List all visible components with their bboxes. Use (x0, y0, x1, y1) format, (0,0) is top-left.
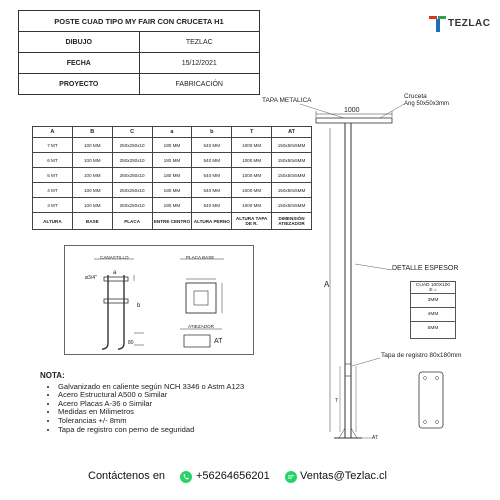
table-cell: 150x50x5MM (272, 138, 312, 153)
footer-cell: ALTURA TAPA DE R. (232, 213, 272, 230)
table-cell: 180 MM (152, 183, 192, 198)
dim-at-small-label: AT (214, 338, 223, 345)
detalle-espesor-label: DETALLE ESPESOR (392, 265, 459, 272)
table-cell: 150x50x5MM (272, 168, 312, 183)
dim-t-label: T (335, 398, 339, 404)
table-cell: 540 MM (192, 183, 232, 198)
tapa-metalica-label: TAPA METALICA (262, 97, 312, 104)
col-header: B (72, 127, 112, 138)
dim-at-label: AT (372, 435, 379, 441)
dim-b-small-label: b (137, 303, 141, 309)
col-header: AT (272, 127, 312, 138)
chat-icon (284, 470, 298, 484)
cuad-row: 4MM (411, 307, 455, 321)
table-cell: 540 MM (192, 168, 232, 183)
drawing-title: POSTE CUAD TIPO MY FAIR CON CRUCETA H1 (19, 11, 260, 32)
table-cell: 7 MT (33, 138, 73, 153)
table-cell: 1000 MM (232, 153, 272, 168)
dim-phi-label: ø3/4" (85, 275, 97, 281)
header-value-dibujo: TEZLAC (139, 32, 260, 53)
contact-phone[interactable]: +56264656201 (196, 470, 270, 482)
table-cell: 540 MM (192, 138, 232, 153)
table-cell: 100 MM (72, 183, 112, 198)
header-label-dibujo: DIBUJO (19, 32, 140, 53)
footer-cell: ENTRE CENTRO (152, 213, 192, 230)
header-value-fecha: 15/12/2021 (139, 53, 260, 74)
table-cell: 3 MT (33, 198, 73, 213)
col-header: C (112, 127, 152, 138)
footer-cell: ALTURA (33, 213, 73, 230)
placa-base-label: PLACA BASE (186, 255, 215, 260)
cuad-title: CUAD 100X100 (415, 283, 451, 288)
col-header: b (192, 127, 232, 138)
width-1000-label: 1000 (344, 107, 360, 114)
table-cell: 150x50x5MM (272, 198, 312, 213)
table-cell: 1000 MM (232, 183, 272, 198)
note-item: • Tolerancias +/- 8mm (58, 417, 244, 426)
table-cell: 100 MM (72, 198, 112, 213)
dim-a-small-label: a (113, 270, 117, 276)
cruceta-label: Cruceta (404, 93, 427, 100)
table-cell: 250x250x10 (112, 168, 152, 183)
table-cell: 540 MM (192, 153, 232, 168)
tapa-registro-label: Tapa de registro 80x180mm (381, 352, 462, 359)
dim-80-label: 80 (128, 340, 134, 346)
note-item: • Tapa de registro con perno de seguridad (58, 426, 244, 435)
table-cell: 180 MM (152, 198, 192, 213)
table-cell: 250x250x10 (112, 183, 152, 198)
contact-label: Contáctenos en (88, 470, 166, 482)
footer-cell: DIMENSIÓN ATIEZADOR (272, 213, 312, 230)
cuad-row: 5MM (411, 321, 455, 335)
table-cell: 6 MT (33, 153, 73, 168)
col-header: A (33, 127, 73, 138)
note-item: • Medidas en Milimetros (58, 408, 244, 417)
cuad-row: 3MM (411, 293, 455, 307)
canastillo-label: CANASTILLO (100, 255, 129, 260)
table-cell: 250x250x10 (112, 138, 152, 153)
table-cell: 4 MT (33, 183, 73, 198)
header-label-proyecto: PROYECTO (19, 74, 140, 95)
table-cell: 100 MM (72, 138, 112, 153)
contact-email[interactable]: Ventas@Tezlac.cl (300, 470, 387, 482)
table-cell: 250x250x10 (112, 153, 152, 168)
table-cell: 1000 MM (232, 138, 272, 153)
table-cell: 180 MM (152, 138, 192, 153)
header-value-proyecto: FABRICACIÓN (139, 74, 260, 95)
note-item: • Galvanizado en caliente según NCH 3346 o Astm A123 (58, 383, 244, 392)
table-cell: 250x250x10 (112, 198, 152, 213)
notes-list (44, 383, 244, 435)
header-label-fecha: FECHA (19, 53, 140, 74)
table-cell: 100 MM (72, 153, 112, 168)
logo-text: TEZLAC (448, 18, 491, 29)
table-cell: 180 MM (152, 168, 192, 183)
dim-a-label: A (324, 280, 330, 289)
col-header: a (152, 127, 192, 138)
cruceta-size-label: Ang 50x50x3mm (404, 101, 450, 107)
table-cell: 540 MM (192, 198, 232, 213)
table-cell: 1000 MM (232, 198, 272, 213)
notes-title: NOTA: (40, 371, 65, 380)
whatsapp-icon (179, 470, 193, 484)
table-cell: 100 MM (72, 168, 112, 183)
cuad-table (410, 281, 456, 339)
table-cell: 150x50x5MM (272, 153, 312, 168)
footer-cell: ALTURA PERNO (192, 213, 232, 230)
table-cell: 150x50x5MM (272, 183, 312, 198)
table-cell: 1000 MM (232, 168, 272, 183)
table-cell: 5 MT (33, 168, 73, 183)
table-cell: 180 MM (152, 153, 192, 168)
atiezador-label: ATIEZADOR (188, 324, 214, 329)
note-item: • Acero Placas A-36 o Similar (58, 400, 244, 409)
col-header: T (232, 127, 272, 138)
footer-cell: BASE (72, 213, 112, 230)
notes-section (40, 372, 244, 434)
footer-cell: PLACA (112, 213, 152, 230)
note-item: • Acero Estructural A500 o Similar (58, 391, 244, 400)
cuad-e: E = (429, 288, 437, 293)
